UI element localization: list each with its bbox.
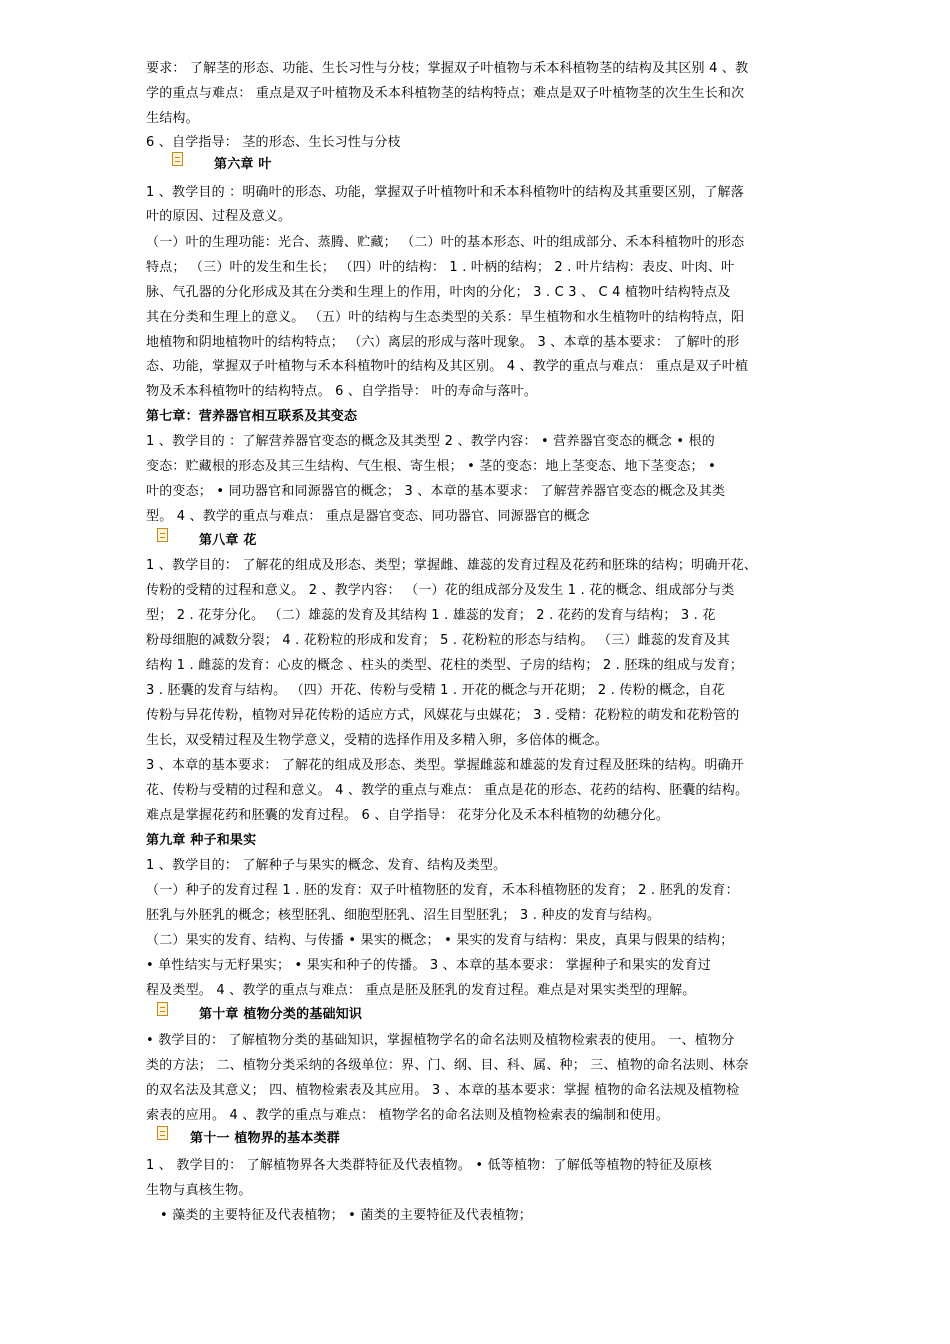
text-line: 态、功能，掌握双子叶植物与禾本科植物叶的结构及其区别。 4 、教学的重点与难点： 重点是双子叶植 <box>146 359 749 374</box>
text-line: 生长，双受精过程及生物学意义，受精的选择作用及多精入卵，多倍体的概念。 <box>146 733 609 748</box>
text-line: • 藻类的主要特征及代表植物； • 菌类的主要特征及代表植物； <box>160 1208 532 1223</box>
text-line: 6 、自学指导： 茎的形态、生长习性与分枝 <box>146 135 401 150</box>
text-line: 地植物和阴地植物叶的结构特点； （六）离层的形成与落叶现象。 3 、本章的基本要求： 了解叶的形 <box>146 335 740 350</box>
text-line: 的双名法及其意义； 四、植物检索表及其应用。 3 、本章的基本要求：掌握 植物的命名法规及植物检 <box>146 1083 740 1098</box>
chapter-10-heading: 第十章 植物分类的基础知识 <box>199 1007 363 1022</box>
text-line: 3 . 胚囊的发育与结构。 （四）开花、传粉与受精 1 . 开花的概念与开花期； 2 . 传粉的概念，自花 <box>146 683 726 698</box>
text-line: 生结构。 <box>146 111 199 126</box>
text-line: 传粉的受精的过程和意义。 2 、教学内容： （一）花的组成部分及发生 1 . 花的概念、组成部分与类 <box>146 583 735 598</box>
text-line: 胚乳与外胚乳的概念；核型胚乳、细胞型胚乳、沼生目型胚乳； 3 . 种皮的发育与结构。 <box>146 908 661 923</box>
text-line: 程及类型。 4 、教学的重点与难点： 重点是胚及胚乳的发育过程。难点是对果实类型的理解。 <box>146 983 696 998</box>
text-line: 学的重点与难点： 重点是双子叶植物及禾本科植物茎的结构特点；难点是双子叶植物茎的次生生长和次 <box>146 86 745 101</box>
text-line: （一）叶的生理功能：光合、蒸腾、贮藏； （二）叶的基本形态、叶的组成部分、禾本科植物叶的形态 <box>146 235 745 250</box>
document-icon <box>157 1002 168 1016</box>
text-line: 要求： 了解茎的形态、功能、生长习性与分枝；掌握双子叶植物与禾本科植物茎的结构及其区别 4 、教 <box>146 61 749 76</box>
text-line: 粉母细胞的减数分裂； 4 . 花粉粒的形成和发育； 5 . 花粉粒的形态与结构。 （三）雌蕊的发育及其 <box>146 633 730 648</box>
document-icon <box>157 1126 168 1140</box>
text-line: （一）种子的发育过程 1 . 胚的发育：双子叶植物胚的发育，禾本科植物胚的发育； 2 . 胚乳的发育： <box>146 883 739 898</box>
text-line: 结构 1 . 雌蕊的发育：心皮的概念 、柱头的类型、花柱的类型、子房的结构； 2 . 胚珠的组成与发育； <box>146 658 744 673</box>
text-line: 其在分类和生理上的意义。 （五）叶的结构与生态类型的关系：旱生植物和水生植物叶的结构特点，阳 <box>146 310 745 325</box>
chapter-8-heading: 第八章 花 <box>199 533 257 548</box>
text-line: 1 、教学目的： 了解种子与果实的概念、发育、结构及类型。 <box>146 858 507 873</box>
text-line: 变态：贮藏根的形态及其三生结构、气生根、寄生根； • 茎的变态：地上茎变态、地下茎变态； • <box>146 459 716 474</box>
text-line: 1 、 教学目的： 了解植物界各大类群特征及代表植物。 • 低等植物：了解低等植物的特征及原核 <box>146 1158 713 1173</box>
text-line: 特点； （三）叶的发生和生长； （四）叶的结构： 1 . 叶柄的结构； 2 . 叶片结构：表皮、叶肉、叶 <box>146 260 735 275</box>
text-line: • 单性结实与无籽果实； • 果实和种子的传播。 3 、本章的基本要求： 掌握种子和果实的发育过 <box>146 958 712 973</box>
text-line: 型。 4 、教学的重点与难点： 重点是器官变态、同功器官、同源器官的概念 <box>146 509 590 524</box>
text-line: 难点是掌握花药和胚囊的发育过程。 6 、自学指导： 花芽分化及禾本科植物的幼穗分化。 <box>146 808 670 823</box>
text-line: 叶的变态； • 同功器官和同源器官的概念； 3 、本章的基本要求： 了解营养器官变态的概念及其类 <box>146 484 726 499</box>
text-line: 1 、教学目的： 了解花的组成及形态、类型；掌握雌、雄蕊的发育过程及花药和胚珠的结构；明确开花、 <box>146 558 758 573</box>
text-line: 索表的应用。 4 、教学的重点与难点： 植物学名的命名法则及植物检索表的编制和使用。 <box>146 1108 670 1123</box>
text-line: 脉、气孔器的分化形成及其在分类和生理上的作用，叶肉的分化； 3 . C 3 、 C 4 植物叶结构特点及 <box>146 285 731 300</box>
text-line: 生物与真核生物。 <box>146 1183 252 1198</box>
chapter-7-heading: 第七章：营养器官相互联系及其变态 <box>146 409 358 424</box>
document-icon <box>172 152 183 166</box>
chapter-11-heading: 第十一 植物界的基本类群 <box>190 1131 340 1146</box>
text-line: 类的方法； 二、植物分类采纳的各级单位：界、门、纲、目、科、属、种； 三、植物的命名法则、林奈 <box>146 1058 749 1073</box>
text-line: 叶的原因、过程及意义。 <box>146 209 292 224</box>
text-line: 花、传粉与受精的过程和意义。 4 、教学的重点与难点： 重点是花的形态、花药的结构、胚囊的结构。 <box>146 783 749 798</box>
document-icon <box>157 528 168 542</box>
chapter-6-heading: 第六章 叶 <box>214 157 272 172</box>
text-line: 物及禾本科植物叶的结构特点。 6 、自学指导： 叶的寿命与落叶。 <box>146 384 538 399</box>
text-line: 1 、教学目的 ：明确叶的形态、功能，掌握双子叶植物叶和禾本科植物叶的结构及其重要区别，了解落 <box>146 185 744 200</box>
text-line: 1 、教学目的 ：了解营养器官变态的概念及其类型 2 、教学内容： • 营养器官变态的概念 • 根的 <box>146 434 715 449</box>
text-line: （二）果实的发育、结构、与传播 • 果实的概念； • 果实的发育与结构：果皮，真果与假果的结构； <box>146 933 734 948</box>
text-line: 型； 2 . 花芽分化。 （二）雄蕊的发育及其结构 1 . 雄蕊的发育； 2 . 花药的发育与结构； 3 . 花 <box>146 608 716 623</box>
chapter-9-heading: 第九章 种子和果实 <box>146 833 257 848</box>
text-line: 传粉与异花传粉，植物对异花传粉的适应方式，风媒花与虫媒花； 3 . 受精：花粉粒的萌发和花粉管的 <box>146 708 740 723</box>
text-line: 3 、本章的基本要求： 了解花的组成及形态、类型。掌握雌蕊和雄蕊的发育过程及胚珠的结构。明确开 <box>146 758 744 773</box>
text-line: • 教学目的： 了解植物分类的基础知识，掌握植物学名的命名法则及植物检索表的使用。 一、植物分 <box>146 1033 735 1048</box>
